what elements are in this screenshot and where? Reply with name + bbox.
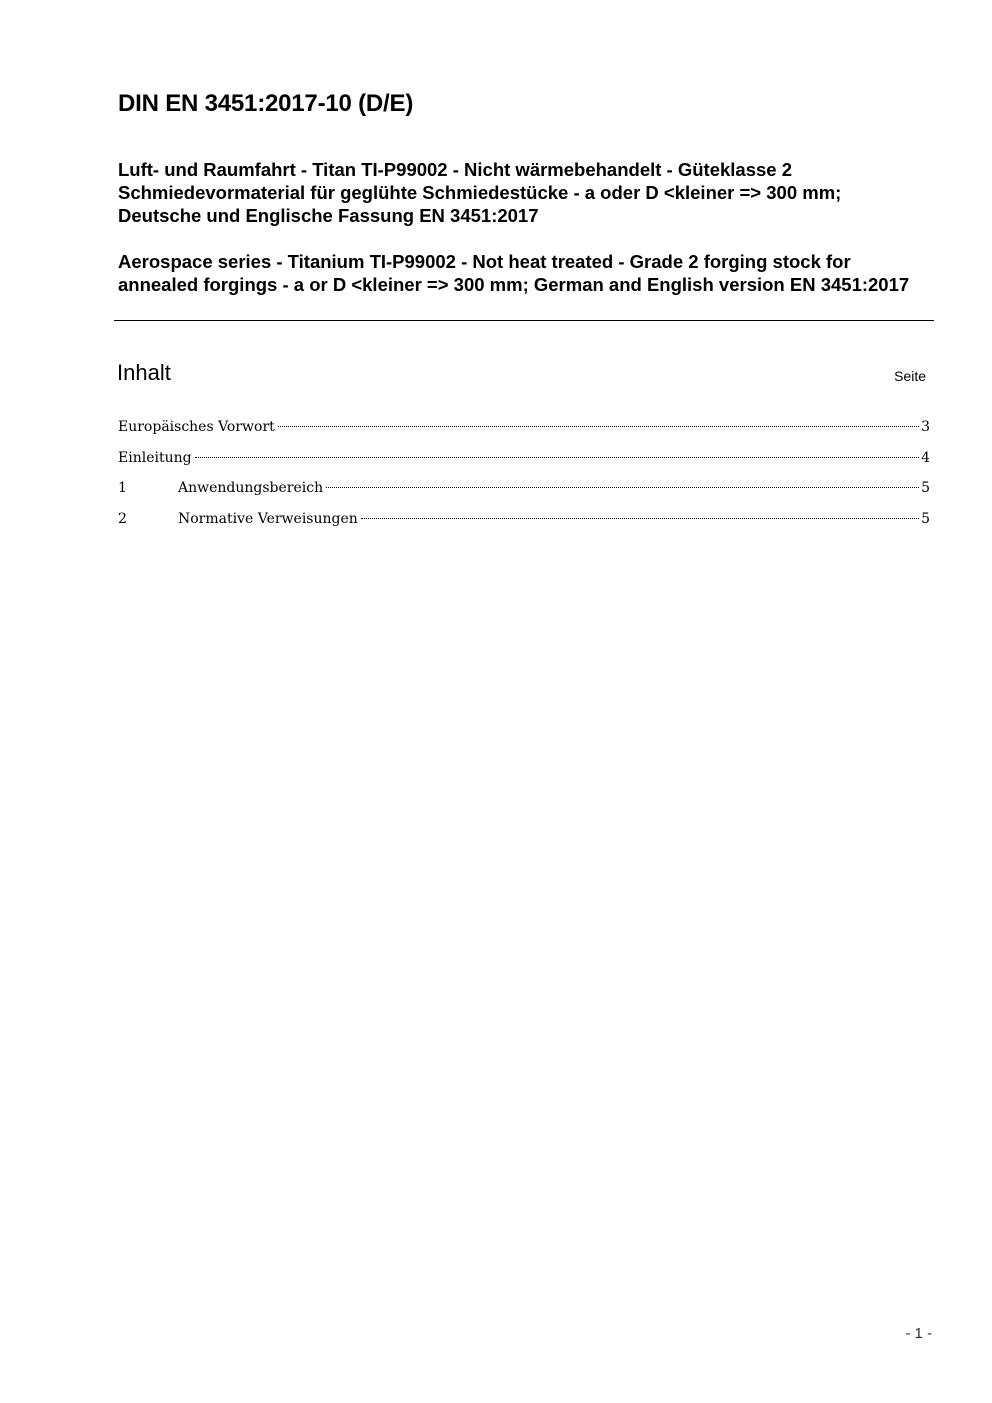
toc-entry[interactable] bbox=[118, 414, 930, 445]
toc-entry[interactable] bbox=[118, 445, 930, 476]
toc-entry-number: 2 bbox=[118, 510, 127, 527]
subtitle-english: Aerospace series - Titanium TI-P99002 - Not heat treated - Grade 2 forging stock for annealed forgings - a or D <kleiner => 300 mm; German and English version EN 3451:2017 bbox=[118, 251, 910, 295]
toc-entry-page[interactable]: 5 bbox=[921, 480, 930, 496]
toc-entry-page[interactable]: 5 bbox=[921, 510, 930, 527]
toc-entry[interactable] bbox=[118, 475, 930, 506]
table-of-contents bbox=[118, 414, 930, 536]
toc-entry-page[interactable]: 3 bbox=[921, 419, 930, 435]
toc-entry-page[interactable]: 4 bbox=[921, 449, 930, 466]
document-title: DIN EN 3451:2017-10 (D/E) bbox=[118, 90, 414, 117]
page-number: - 1 - bbox=[905, 1325, 932, 1342]
toc-leader-dots bbox=[278, 426, 919, 427]
toc-entry-text[interactable]: Anwendungsbereich bbox=[178, 480, 324, 496]
toc-entry-text[interactable]: Normative Verweisungen bbox=[178, 510, 358, 527]
toc-leader-dots bbox=[195, 457, 920, 458]
toc-entry[interactable] bbox=[118, 506, 930, 537]
toc-entry-text[interactable]: Europäisches Vorwort bbox=[118, 419, 275, 435]
subtitle-german: Luft- und Raumfahrt - Titan TI-P99002 - Nicht wärmebehandelt - Güteklasse 2 Schmiedevormaterial für geglühte Schmiedestücke - a oder D <kleiner => 300 mm; Deutsche und Englische Fassung EN 3451:2017 bbox=[118, 159, 842, 226]
title-divider bbox=[114, 320, 934, 321]
toc-entry-number: 1 bbox=[118, 480, 127, 496]
toc-entry-text[interactable]: Einleitung bbox=[118, 449, 192, 466]
toc-heading: Inhalt bbox=[117, 360, 171, 385]
toc-page-label: Seite bbox=[894, 368, 926, 384]
toc-leader-dots bbox=[361, 518, 919, 519]
toc-leader-dots bbox=[326, 487, 919, 488]
